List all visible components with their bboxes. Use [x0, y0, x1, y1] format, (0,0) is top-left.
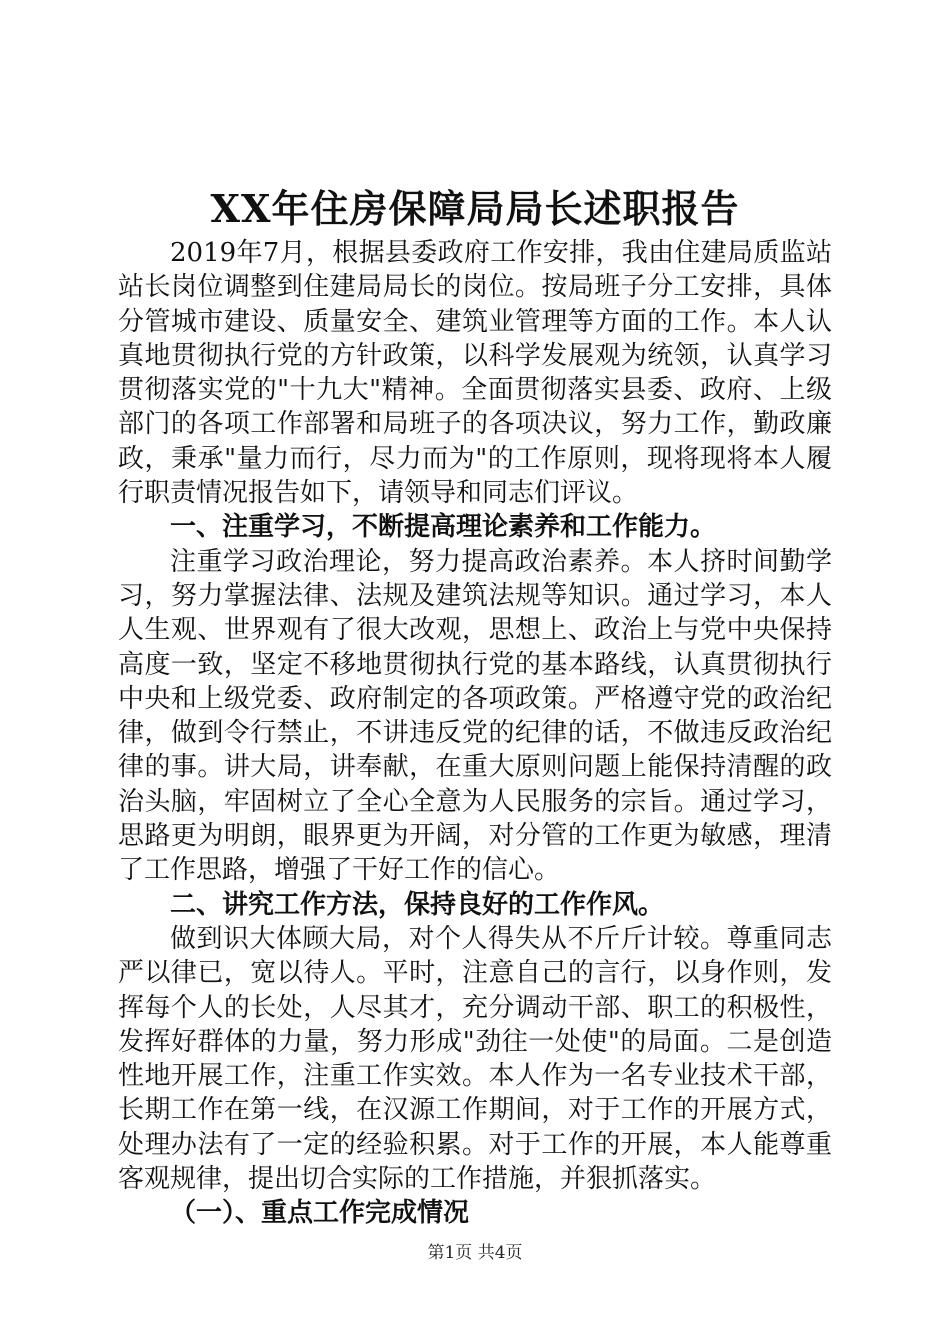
document-title: XX年住房保障局局长述职报告 [210, 186, 740, 231]
subsection-heading-1: （一）、重点工作完成情况 [170, 1198, 470, 1229]
document-body [118, 236, 832, 1231]
section-heading-1: 一、注重学习，不断提高理论素养和工作能力。 [170, 512, 717, 543]
section-2-paragraph: 做到识大体顾大局，对个人得失从不斤斤计较。尊重同志严以律已，宽以待人。平时，注意自己的言行，以身作则，发挥每个人的长处，人尽其才，充分调动干部、职工的积极性，发挥好群体的力量，努力形成"劲往一处使"的局面。二是创造性地开展工作，注重工作实效。本人作为一名专业技术干部，长期工作在第一线，在汉源工作期间，对于工作的开展方式，处理办法有了一定的经验积累。对于工作的开展，本人能尊重客观规律，提出切合实际的工作措施，并狠抓落实。 [118, 923, 832, 1195]
intro-paragraph: 2019年7月，根据县委政府工作安排，我由住建局质监站站长岗位调整到住建局局长的岗位。按局班子分工安排，具体分管城市建设、质量安全、建筑业管理等方面的工作。本人认真地贯彻执行党的方针政策，以科学发展观为统领，认真学习贯彻落实党的"十九大"精神。全面贯彻落实县委、政府、上级部门的各项工作部署和局班子的各项决议，努力工作，勤政廉政，秉承"量力而行，尽力而为"的工作原则，现将现将本人履行职责情况报告如下，请领导和同志们评议。 [118, 238, 832, 509]
section-1-paragraph: 注重学习政治理论，努力提高政治素养。本人挤时间勤学习，努力掌握法律、法规及建筑法规等知识。通过学习，本人人生观、世界观有了很大改观，思想上、政治上与党中央保持高度一致，坚定不移地贯彻执行党的基本路线，认真贯彻执行中央和上级党委、政府制定的各项政策。严格遵守党的政治纪律，做到令行禁止，不讲违反党的纪律的话，不做违反政治纪律的事。讲大局，讲奉献，在重大原则问题上能保持清醒的政治头脑，牢固树立了全心全意为人民服务的宗旨。通过学习，思路更为明朗，眼界更为开阔，对分管的工作更为敏感，理清了工作思路，增强了干好工作的信心。 [118, 546, 832, 886]
section-heading-2: 二、讲究工作方法，保持良好的工作作风。 [170, 889, 665, 920]
page-number-footer: 第1页 共4页 [427, 1243, 523, 1263]
